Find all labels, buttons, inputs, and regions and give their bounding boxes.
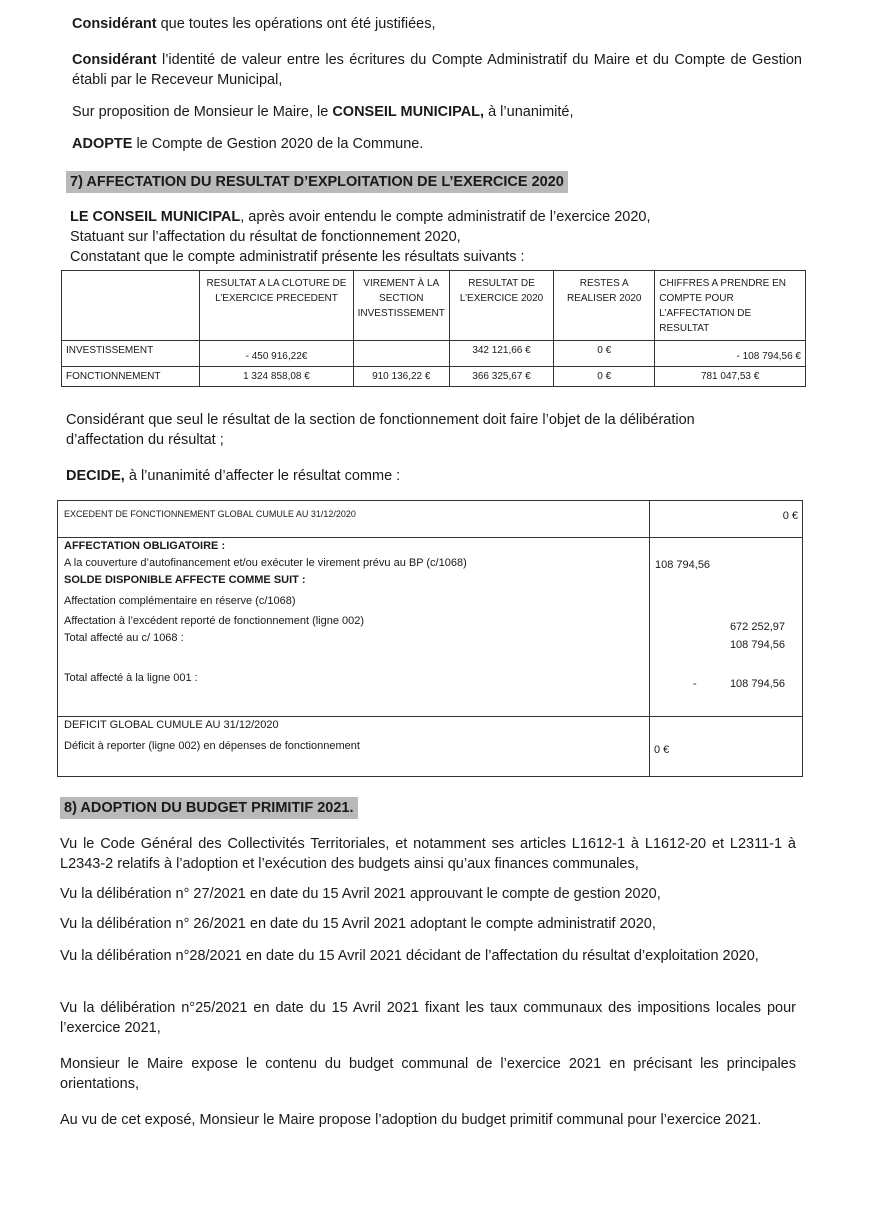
cell-cloture: 1 324 858,08 € xyxy=(200,367,353,387)
section-8-paragraph: Monsieur le Maire expose le contenu du budget communal de l’exercice 2021 en précisant les principales orientations, xyxy=(60,1056,796,1092)
results-table xyxy=(61,270,806,387)
section-8-paragraph: Vu la délibération n°28/2021 en date du 15 Avril 2021 décidant de l’affectation du résultat d’exploitation 2020, xyxy=(60,948,759,964)
reserve-line: Affectation complémentaire en réserve (c/1068) xyxy=(64,595,296,607)
cell-virement xyxy=(353,341,449,367)
excedent-reporte-value: 672 252,97 xyxy=(729,621,785,633)
obligatoire-title: AFFECTATION OBLIGATOIRE : xyxy=(64,540,226,552)
cell-cloture: - 450 916,22€ xyxy=(200,341,353,367)
obligatoire-value: 108 794,56 xyxy=(655,559,711,571)
intro-text: que toutes les opérations ont été justifiées, xyxy=(156,16,436,32)
deficit-line: Déficit à reporter (ligne 002) en dépenses de fonctionnement xyxy=(64,740,360,752)
decide-text: à l’unanimité d’affecter le résultat comme : xyxy=(124,468,401,484)
considerant-label: Considérant xyxy=(72,52,157,68)
results-table-header xyxy=(62,271,806,341)
cell-restes: 0 € xyxy=(554,367,655,387)
intro-text: Sur proposition de Monsieur le Maire, le xyxy=(72,104,333,120)
intro-text: le Compte de Gestion 2020 de la Commune. xyxy=(132,136,424,152)
considerant-label: Considérant xyxy=(72,16,157,32)
cell-chiffres: - 108 794,56 € xyxy=(655,341,806,367)
section-8-paragraph: Au vu de cet exposé, Monsieur le Maire propose l’adoption du budget primitif communal pour l’exercice 2021. xyxy=(60,1112,762,1128)
excedent-label: EXCEDENT DE FONCTIONNEMENT GLOBAL CUMULE AU 31/12/2020 xyxy=(64,509,356,519)
conseil-label: CONSEIL MUNICIPAL, xyxy=(332,104,485,120)
section-7-line-1 xyxy=(70,207,651,227)
decide-paragraph xyxy=(66,466,400,486)
cell-virement: 910 136,22 € xyxy=(353,367,449,387)
total-1068-value: 108 794,56 xyxy=(729,639,785,651)
cell-resultat: 366 325,67 € xyxy=(449,367,553,387)
section-8-heading: 8) ADOPTION DU BUDGET PRIMITIF 2021. xyxy=(60,797,358,819)
section-7-text: , après avoir entendu le compte administratif de l’exercice 2020, xyxy=(240,209,651,225)
section-7-line-3: Constatant que le compte administratif présente les résultats suivants : xyxy=(70,249,525,265)
header-cell-cloture: RESULTAT A LA CLOTURE DE L’EXERCICE PRECEDENT xyxy=(200,271,353,341)
table-row xyxy=(62,341,806,367)
section-8-paragraph: Vu la délibération n°25/2021 en date du 15 Avril 2021 fixant les taux communaux des impositions locales pour l’exercice 2021, xyxy=(60,1000,796,1036)
obligatoire-line: A la couverture d’autofinancement et/ou exécuter le virement prévu au BP (c/1068) xyxy=(64,557,467,569)
total-001-value: 108 794,56 xyxy=(729,678,785,690)
deficit-value: 0 € xyxy=(654,744,670,756)
intro-paragraph-1 xyxy=(72,14,436,34)
total-001-line: Total affecté à la ligne 001 : xyxy=(64,672,198,684)
total-1068-line: Total affecté au c/ 1068 : xyxy=(64,632,184,644)
deficit-title: DEFICIT GLOBAL CUMULE AU 31/12/2020 xyxy=(64,719,279,731)
considerant-paragraph: Considérant que seul le résultat de la section de fonctionnement doit faire l’objet de la délibération d’affectation du résultat ; xyxy=(66,412,695,448)
section-8-paragraph: Vu la délibération n° 27/2021 en date du 15 Avril 2021 approuvant le compte de gestion 2020, xyxy=(60,886,661,902)
conseil-label: LE CONSEIL MUNICIPAL xyxy=(70,209,241,225)
header-cell-virement: VIREMENT À LA SECTION INVESTISSEMENT xyxy=(353,271,449,341)
cell-resultat: 342 121,66 € xyxy=(449,341,553,367)
header-cell-resultat: RESULTAT DE L’EXERCICE 2020 xyxy=(449,271,553,341)
box-divider xyxy=(649,500,650,776)
header-cell-empty xyxy=(62,271,200,341)
intro-paragraph-2 xyxy=(72,50,802,90)
section-7-line-2: Statuant sur l’affectation du résultat de fonctionnement 2020, xyxy=(70,229,461,245)
intro-paragraph-4 xyxy=(72,134,423,154)
row-label: FONCTIONNEMENT xyxy=(62,367,200,387)
cell-restes: 0 € xyxy=(554,341,655,367)
section-7-heading: 7) AFFECTATION DU RESULTAT D’EXPLOITATION DE L’EXERCICE 2020 xyxy=(66,171,568,193)
header-cell-restes: RESTES A REALISER 2020 xyxy=(554,271,655,341)
section-8-paragraph: Vu la délibération n° 26/2021 en date du 15 Avril 2021 adoptant le compte administratif 2020, xyxy=(60,916,656,932)
row-label: INVESTISSEMENT xyxy=(62,341,200,367)
excedent-value: 0 € xyxy=(782,510,798,522)
section-8-paragraph: Vu le Code Général des Collectivités Territoriales, et notamment ses articles L1612-1 à L1612-20 et L2311-1 à L2343-2 relatifs à l’adoption et l’exécution des budgets ainsi qu’aux finances communales, xyxy=(60,836,796,872)
header-cell-chiffres: CHIFFRES A PRENDRE EN COMPTE POUR L’AFFECTATION DE RESULTAT xyxy=(655,271,806,341)
intro-paragraph-3 xyxy=(72,102,574,122)
cell-chiffres: 781 047,53 € xyxy=(655,367,806,387)
excedent-reporte-line: Affectation à l’excédent reporté de fonctionnement (ligne 002) xyxy=(64,615,365,627)
intro-text: à l’unanimité, xyxy=(484,104,574,120)
table-row xyxy=(62,367,806,387)
decide-label: DECIDE, xyxy=(66,468,125,484)
total-001-sign: - xyxy=(693,678,697,690)
solde-title: SOLDE DISPONIBLE AFFECTE COMME SUIT : xyxy=(64,574,306,586)
intro-text: l’identité de valeur entre les écritures du Compte Administratif du Maire et du Compte de Gestion établi par le Receveur Municipal, xyxy=(72,52,802,88)
adopte-label: ADOPTE xyxy=(72,136,133,152)
